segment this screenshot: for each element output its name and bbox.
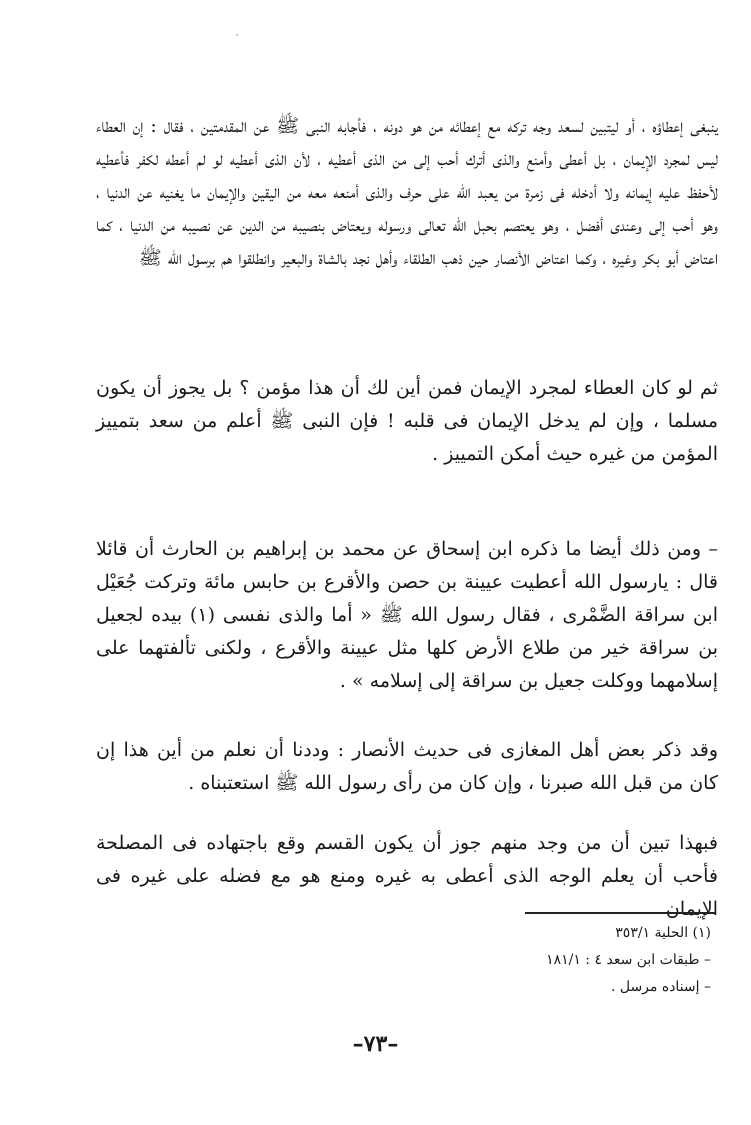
footnote-1: (١) الحلية ٣٥٣/١ bbox=[615, 925, 711, 941]
paragraph-1 bbox=[96, 110, 718, 275]
paragraph-text: – ومن ذلك أيضا ما ذكره ابن إسحاق عن محمد بن إبراهيم بن الحارث أن قائلا قال : يارسول الله أعطيت عيينة بن حصن والأقرع بن حابس مائة وتركت جُعَيْل ابن سراقة الضَّمْرى ، فقال رسول الله ﷺ « أما والذى نفسى (١) بيده لجعيل بن سراقة خير من طلاع الأرض كلها مثل عيينة والأقرع ، ولكنى تألفتهما على إسلامهما ووكلت جعيل بن سراقة إلى إسلامه » . bbox=[96, 538, 718, 692]
page-number: –٧٣– bbox=[352, 1031, 399, 1057]
paragraph-3 bbox=[96, 533, 718, 698]
paragraph-text: وقد ذكر بعض أهل المغازى فى حديث الأنصار : وددنا أن نعلم من أين هذا إن كان من قبل الله صبرنا ، وإن كان من رأى رسول الله ﷺ استعتبناه . bbox=[96, 739, 718, 794]
footnote-2: – طبقات ابن سعد ٤ : ١٨١/١ bbox=[546, 952, 711, 968]
footnote-divider bbox=[525, 912, 715, 914]
paragraph-text: فبهذا تبين أن من وجد منهم جوز أن يكون القسم وقع باجتهاده فى المصلحة فأحب أن يعلم الوجه الذى أعطى به غيره ومنع هو مع فضله على غيره فى الإيمان bbox=[96, 832, 718, 920]
paragraph-text: ثم لو كان العطاء لمجرد الإيمان فمن أين لك أن هذا مؤمن ؟ بل يجوز أن يكون مسلما ، وإن لم يدخل الإيمان فى قلبه ! فإن النبى ﷺ أعلم من سعد بتمييز المؤمن من غيره حيث أمكن التمييز . bbox=[96, 377, 718, 465]
scan-speck bbox=[236, 34, 238, 36]
paragraph-4 bbox=[96, 734, 718, 800]
paragraph-text: ينبغى إعطاؤه ، أو ليتبين لسعد وجه تركه مع إعطائه من هو دونه ، فأجابه النبى ﷺ عن المقدمتين ، فقال : إن العطاء ليس لمجرد الإيمان ، بل أعطى وأمنع والذى أترك أحب إلى من الذى أعطيه ، لأن الذى أعطيه لو لم أعطه لكفر فأعطيه لأحفظ عليه إيمانه ولا أدخله فى زمرة من يعبد الله على حرف والذى أمنعه معه من اليقين والإيمان ما يغنيه عن الدنيا ، وهو أحب إلى وعندى أفضل ، وهو يعتصم بحبل الله تعالى ورسوله ويعتاض بنصيبه من الدين عن نصيبه من الدنيا ، كما اعتاض أبو بكر وغيره ، وكما اعتاض الأنصار حين ذهب الطلقاء وأهل نجد بالشاة والبعير وانطلقوا هم برسول الله ﷺ bbox=[96, 115, 718, 269]
footnote-3: – إسناده مرسل . bbox=[610, 979, 711, 995]
paragraph-2 bbox=[96, 372, 718, 471]
footnotes bbox=[391, 920, 711, 1001]
